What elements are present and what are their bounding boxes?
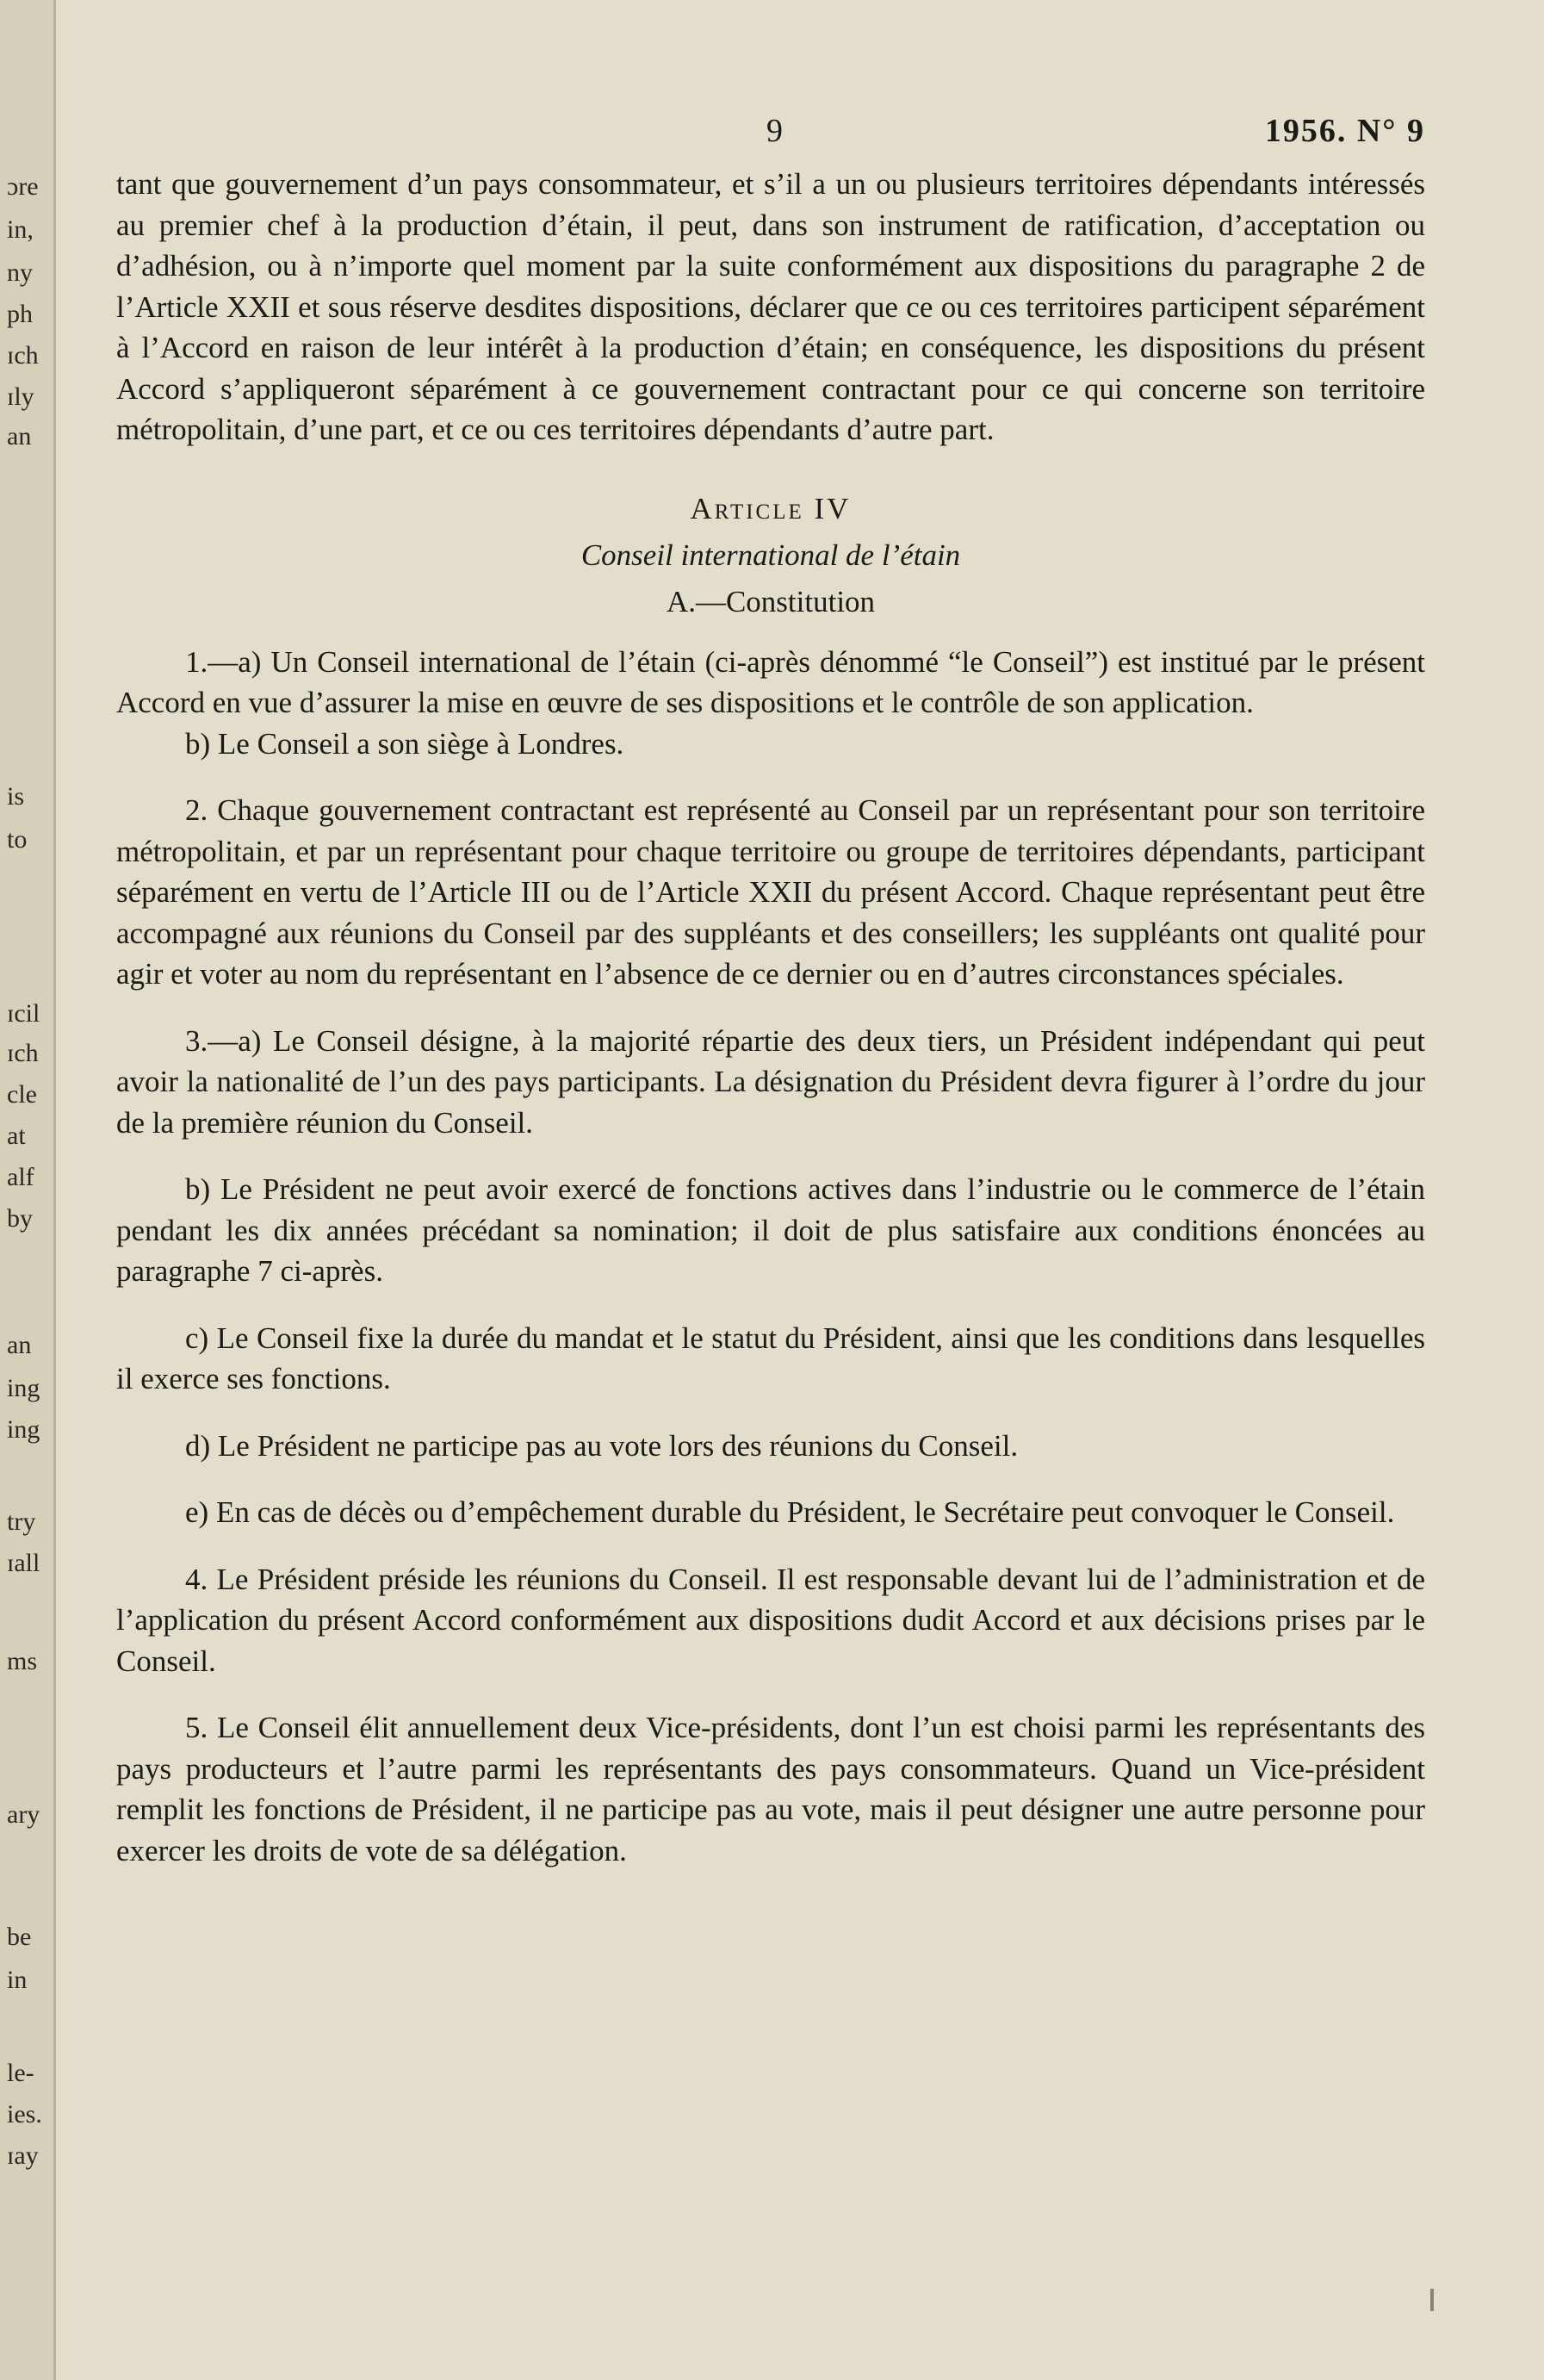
gutter-fragment: an	[7, 1331, 32, 1359]
gutter-fragment: ɪay	[7, 2141, 39, 2170]
gutter-fragment: in	[7, 1966, 28, 1994]
gutter-fragment: cle	[7, 1080, 37, 1109]
paragraph-3b: b) Le Président ne peut avoir exercé de fonctions actives dans l’industrie ou le commerce de l’étain pendant les dix années précédant sa nomination; il doit de plus satisfaire aux conditions énoncées au paragraphe 7 ci-après.	[116, 1172, 1425, 1288]
gutter-fragment: ing	[7, 1374, 40, 1402]
gutter-fragment: try	[7, 1507, 36, 1536]
document-page	[116, 112, 1425, 1871]
paragraph-3e: e) En cas de décès ou d’empêchement durable du Président, le Secrétaire peut convoquer le Conseil.	[185, 1495, 1395, 1529]
page-number: 9	[766, 113, 783, 149]
gutter-fragment: ing	[7, 1415, 40, 1444]
gutter-fragment: is	[7, 782, 25, 811]
gutter-fragment: ny	[7, 258, 33, 287]
paragraph-3d: d) Le Président ne participe pas au vote lors des réunions du Conseil.	[185, 1428, 1019, 1463]
gutter-fragment: ies.	[7, 2100, 42, 2128]
gutter-fragment: ms	[7, 1647, 38, 1675]
article-heading: Article IV	[690, 491, 852, 525]
paragraph-2: 2. Chaque gouvernement contractant est représenté au Conseil par un représentant pour son territoire métropolitain, et par un représentant pour chaque territoire ou groupe de territoires dépendants, participant séparément en vertu de l’Article III ou de l’Article XXII du présent Accord. Chaque représentant peut être accompagné aux réunions du Conseil par des suppléants et des conseillers; les suppléants ont qualité pour agir et voter au nom du représentant en l’absence de ce dernier ou en d’autres circonstances spéciales.	[116, 793, 1425, 991]
subsection-heading: A.—Constitution	[666, 584, 876, 618]
section-heading: Conseil international de l’étain	[580, 538, 961, 572]
gutter-fragment: ɪcil	[7, 999, 40, 1028]
paragraph-intro: tant que gouvernement d’un pays consommateur, et s’il a un ou plusieurs territoires dépendants intéressés au premier chef à la production d’étain, il peut, dans son instrument de ratification, d’acceptation ou d’adhésion, ou à n’importe quel moment par la suite conformément aux dispositions du paragraphe 2 de l’Article XXII et sous réserve desdites dispositions, déclarer que ce ou ces territoires participent séparément à l’Accord en raison de leur intérêt à la production d’étain; en conséquence, les dispositions du présent Accord s’appliqueront séparément à ce gouvernement contractant pour ce qui concerne son territoire métropolitain, d’une part, et ce ou ces territoires dépendants d’autre part.	[116, 167, 1425, 446]
gazette-reference: 1956. N° 9	[1264, 113, 1425, 149]
gutter-fragment: ary	[7, 1800, 40, 1829]
paragraph-3a: 3.—a) Le Conseil désigne, à la majorité répartie des deux tiers, un Président indépendant qui peut avoir la nationalité de l’un des pays participants. La désignation du Président devra figurer à l’ordre du jour de la première réunion du Conseil.	[116, 1023, 1425, 1140]
paragraph-1b: b) Le Conseil a son siège à Londres.	[185, 726, 624, 761]
gutter-fragment: to	[7, 825, 28, 854]
paragraph-4: 4. Le Président préside les réunions du Conseil. Il est responsable devant lui de l’administration et de l’application du présent Accord conformément aux dispositions dudit Accord et aux décisions prises par le Conseil.	[116, 1562, 1425, 1678]
gutter-fragment: in,	[7, 215, 34, 244]
gutter-fragment: ɪch	[7, 1039, 39, 1067]
page-header	[116, 112, 1425, 164]
gutter-fragment: ph	[7, 300, 33, 328]
paragraph-3c: c) Le Conseil fixe la durée du mandat et le statut du Président, ainsi que les conditions dans lesquelles il exerce ses fonctions.	[116, 1320, 1425, 1395]
adjacent-page-gutter	[0, 0, 56, 2380]
gutter-fragment: be	[7, 1923, 32, 1951]
gutter-fragment: alf	[7, 1163, 34, 1191]
gutter-fragment: an	[7, 422, 32, 451]
margin-mark	[1430, 2289, 1434, 2311]
gutter-fragment: ɪly	[7, 382, 34, 411]
gutter-fragment: by	[7, 1204, 33, 1233]
gutter-fragment: ɔre	[7, 172, 39, 201]
gutter-fragment: ɪch	[7, 341, 39, 370]
gutter-fragment: ɪall	[7, 1549, 40, 1577]
gutter-fragment: at	[7, 1122, 26, 1150]
paragraph-5: 5. Le Conseil élit annuellement deux Vice-présidents, dont l’un est choisi parmi les représentants des pays producteurs et l’autre parmi les représentants des pays consommateurs. Quand un Vice-président remplit les fonctions de Président, il ne participe pas au vote, mais il peut désigner une autre personne pour exercer les droits de vote de sa délégation.	[116, 1711, 1425, 1867]
gutter-fragment: le-	[7, 2059, 34, 2087]
paragraph-1a: 1.—a) Un Conseil international de l’étain (ci-après dénommé “le Conseil”) est institué par le présent Accord en vue d’assurer la mise en œuvre de ses dispositions et le contrôle de son application.	[116, 644, 1425, 719]
